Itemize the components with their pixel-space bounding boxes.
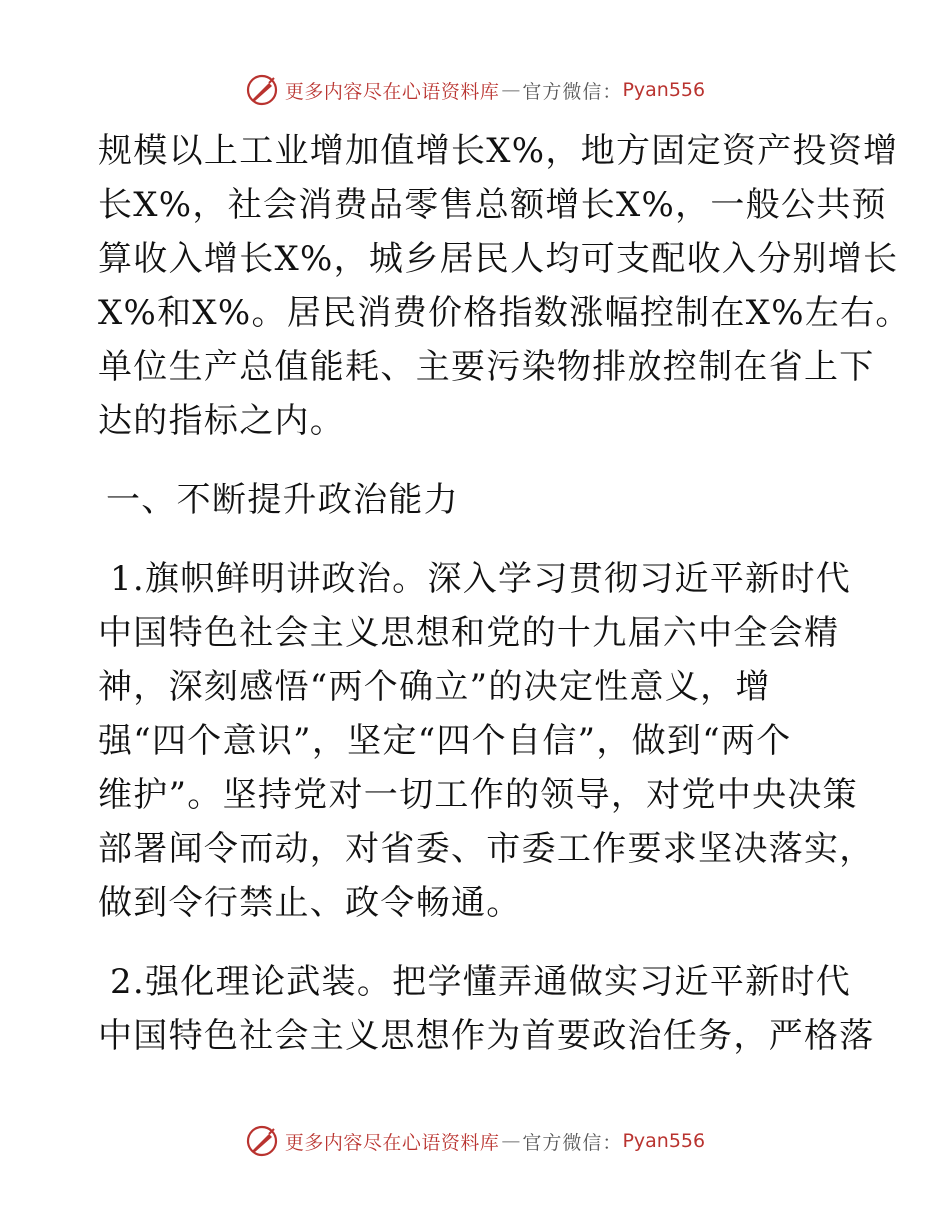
watermark-text: 更多内容尽在心语资料库 bbox=[284, 80, 500, 103]
text-line: 算收入增长X%，城乡居民人均可支配收入分别增长 bbox=[98, 239, 899, 279]
watermark-wechat-id: Pyan556 bbox=[622, 1130, 706, 1152]
footer-watermark bbox=[0, 1121, 950, 1161]
text-line: 达的指标之内。 bbox=[98, 401, 346, 441]
watermark-separator: — bbox=[501, 79, 521, 101]
watermark-label: 官方微信： bbox=[522, 1131, 623, 1154]
text-line: 维护”。坚持党对一切工作的领导，对党中央决策 bbox=[98, 775, 858, 815]
text-line: 1.旗帜鲜明讲政治。深入学习贯彻习近平新时代 bbox=[110, 559, 852, 599]
watermark-label: 官方微信： bbox=[522, 80, 623, 103]
text-line: 2.强化理论武装。把学懂弄通做实习近平新时代 bbox=[110, 962, 852, 1002]
section-heading bbox=[98, 473, 858, 527]
text-line: 强“四个意识”，坚定“四个自信”，做到“两个 bbox=[98, 721, 792, 761]
quill-logo-icon bbox=[245, 73, 279, 107]
watermark-separator: — bbox=[501, 1130, 521, 1152]
text-line: 中国特色社会主义思想作为首要政治任务，严格落 bbox=[98, 1016, 875, 1056]
text-line: 单位生产总值能耗、主要污染物排放控制在省上下 bbox=[98, 347, 875, 387]
watermark-text: 更多内容尽在心语资料库 bbox=[284, 1131, 500, 1154]
quill-logo-icon bbox=[245, 1124, 279, 1158]
text-line: X%和X%。居民消费价格指数涨幅控制在X%左右。 bbox=[98, 293, 911, 333]
text-line: 长X%，社会消费品零售总额增长X%，一般公共预 bbox=[98, 185, 887, 225]
text-line: 神，深刻感悟“两个确立”的决定性意义，增 bbox=[98, 667, 771, 707]
watermark-wechat-id: Pyan556 bbox=[622, 79, 706, 101]
text-line: 部署闻令而动，对省委、市委工作要求坚决落实， bbox=[98, 829, 875, 869]
text-line: 中国特色社会主义思想和党的十九届六中全会精 bbox=[98, 613, 840, 653]
paragraph-theory bbox=[98, 955, 875, 1063]
text-line: 规模以上工业增加值增长X%，地方固定资产投资增 bbox=[98, 131, 899, 171]
header-watermark bbox=[0, 70, 950, 110]
paragraph-politics bbox=[98, 552, 875, 930]
paragraph-targets bbox=[98, 124, 911, 448]
text-line: 做到令行禁止、政令畅通。 bbox=[98, 883, 522, 923]
document-body bbox=[98, 124, 911, 1063]
heading-line: 一、不断提升政治能力 bbox=[106, 480, 459, 520]
